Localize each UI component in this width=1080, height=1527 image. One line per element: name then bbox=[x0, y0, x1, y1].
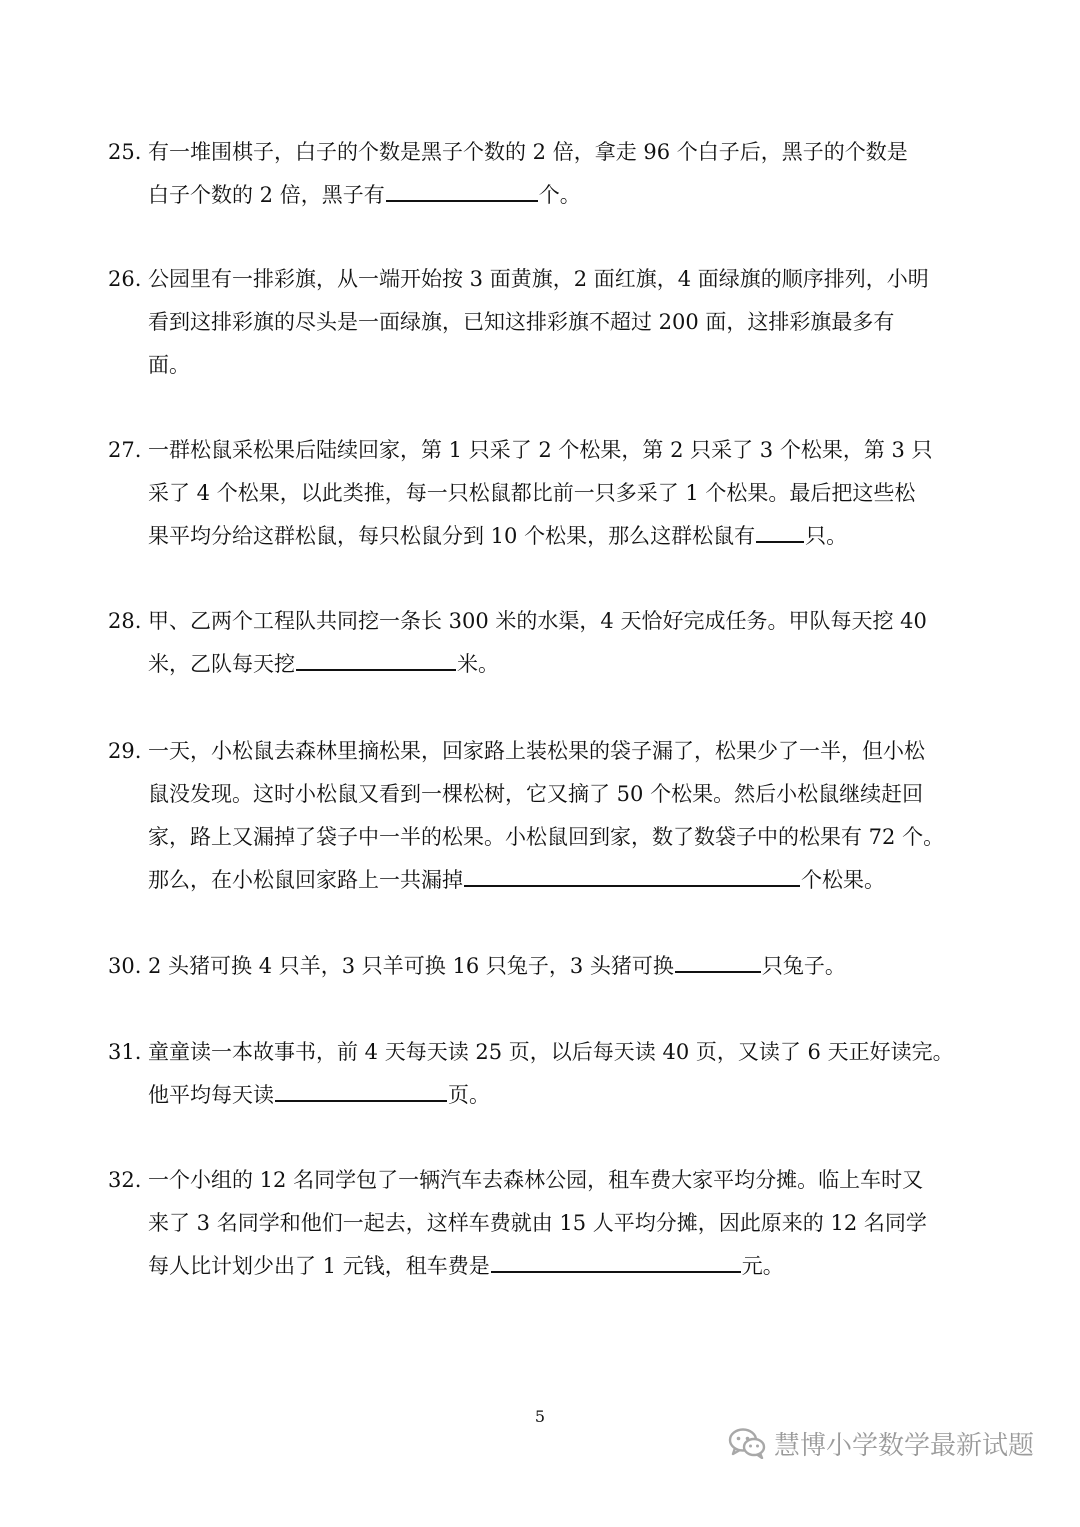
answer-blank[interactable] bbox=[275, 1080, 447, 1102]
watermark-text: 慧博小学数学最新试题 bbox=[774, 1430, 1035, 1461]
problem-line bbox=[108, 137, 908, 167]
problem-text: 页。 bbox=[448, 1083, 490, 1107]
problem-text: 米，乙队每天挖 bbox=[148, 652, 295, 676]
problem-text: 个松果。 bbox=[801, 868, 885, 892]
problem-line bbox=[108, 1037, 954, 1067]
problem-text: 一个小组的 12 名同学包了一辆汽车去森林公园，租车费大家平均分摊。临上车时又 bbox=[148, 1168, 924, 1192]
problem-text: 只兔子。 bbox=[761, 954, 846, 978]
problem-text: 果平均分给这群松鼠，每只松鼠分到 10 个松果，那么这群松鼠有 bbox=[148, 524, 756, 548]
problem-text: 2 头猪可换 4 只羊，3 只羊可换 16 只兔子，3 头猪可换 bbox=[148, 954, 674, 978]
wechat-icon bbox=[728, 1427, 766, 1459]
problem-number: 29. bbox=[108, 739, 142, 763]
problem-number: 32. bbox=[108, 1168, 142, 1192]
problem-number: 30. bbox=[108, 954, 142, 978]
problem-line bbox=[148, 865, 885, 895]
problem-line bbox=[148, 822, 944, 852]
answer-blank[interactable] bbox=[756, 521, 804, 543]
problem-text: 米。 bbox=[457, 652, 499, 676]
problem-text: 鼠没发现。这时小松鼠又看到一棵松树，它又摘了 50 个松果。然后小松鼠继续赶回 bbox=[148, 782, 924, 806]
problem-number: 27. bbox=[108, 438, 142, 462]
watermark bbox=[728, 1423, 1034, 1463]
answer-blank[interactable] bbox=[386, 180, 538, 202]
page-number: 5 bbox=[534, 1407, 546, 1426]
problem-text: 有一堆围棋子，白子的个数是黑子个数的 2 倍，拿走 96 个白子后，黑子的个数是 bbox=[148, 140, 908, 164]
problem-line bbox=[108, 951, 846, 981]
answer-blank[interactable] bbox=[464, 865, 800, 887]
problem-line bbox=[108, 606, 927, 636]
problem-text: 面。 bbox=[148, 353, 190, 377]
problem-line bbox=[108, 736, 925, 766]
problem-text: 公园里有一排彩旗，从一端开始按 3 面黄旗，2 面红旗，4 面绿旗的顺序排列，小明 bbox=[148, 267, 929, 291]
problem-line bbox=[148, 180, 581, 210]
problem-text: 一天，小松鼠去森林里摘松果，回家路上装松果的袋子漏了，松果少了一半，但小松 bbox=[148, 739, 925, 763]
problem-line bbox=[148, 521, 847, 551]
problem-number: 26. bbox=[108, 267, 142, 291]
problem-number: 28. bbox=[108, 609, 142, 633]
problem-number: 25. bbox=[108, 140, 142, 164]
problem-line bbox=[108, 435, 933, 465]
problem-line bbox=[108, 264, 929, 294]
problem-text: 只。 bbox=[805, 524, 848, 548]
problem-text: 看到这排彩旗的尽头是一面绿旗，已知这排彩旗不超过 200 面，这排彩旗最多有 bbox=[148, 310, 895, 334]
problem-line bbox=[108, 1165, 923, 1195]
answer-blank[interactable] bbox=[296, 649, 456, 671]
problem-line bbox=[148, 307, 894, 337]
answer-blank[interactable] bbox=[675, 951, 761, 973]
problem-text: 元。 bbox=[741, 1254, 784, 1278]
problem-text: 那么，在小松鼠回家路上一共漏掉 bbox=[148, 868, 463, 892]
problem-text: 来了 3 名同学和他们一起去，这样车费就由 15 人平均分摊，因此原来的 12 名同学 bbox=[148, 1211, 927, 1235]
problem-text: 甲、乙两个工程队共同挖一条长 300 米的水渠，4 天恰好完成任务。甲队每天挖 40 bbox=[148, 609, 927, 633]
problem-line bbox=[148, 478, 915, 508]
problem-text: 童童读一本故事书，前 4 天每天读 25 页，以后每天读 40 页，又读了 6 天正好读完。 bbox=[148, 1040, 954, 1064]
problem-text: 个。 bbox=[538, 183, 581, 207]
problem-text: 一群松鼠采松果后陆续回家，第 1 只采了 2 个松果，第 2 只采了 3 个松果，第 3 只 bbox=[148, 438, 933, 462]
problem-number: 31. bbox=[108, 1040, 142, 1064]
problem-text: 他平均每天读 bbox=[148, 1083, 274, 1107]
problem-text: 每人比计划少出了 1 元钱，租车费是 bbox=[148, 1254, 490, 1278]
answer-blank[interactable] bbox=[491, 1251, 741, 1273]
problem-line bbox=[148, 779, 923, 809]
problem-line bbox=[148, 1080, 490, 1110]
problem-line bbox=[148, 1208, 927, 1238]
problem-text: 家，路上又漏掉了袋子中一半的松果。小松鼠回到家，数了数袋子中的松果有 72 个。 bbox=[148, 825, 945, 849]
problem-text: 白子个数的 2 倍，黑子有 bbox=[148, 183, 385, 207]
problem-text: 采了 4 个松果，以此类推，每一只松鼠都比前一只多采了 1 个松果。最后把这些松 bbox=[148, 481, 916, 505]
problem-line bbox=[148, 1251, 784, 1281]
problem-line bbox=[148, 350, 190, 380]
problem-line bbox=[148, 649, 499, 679]
